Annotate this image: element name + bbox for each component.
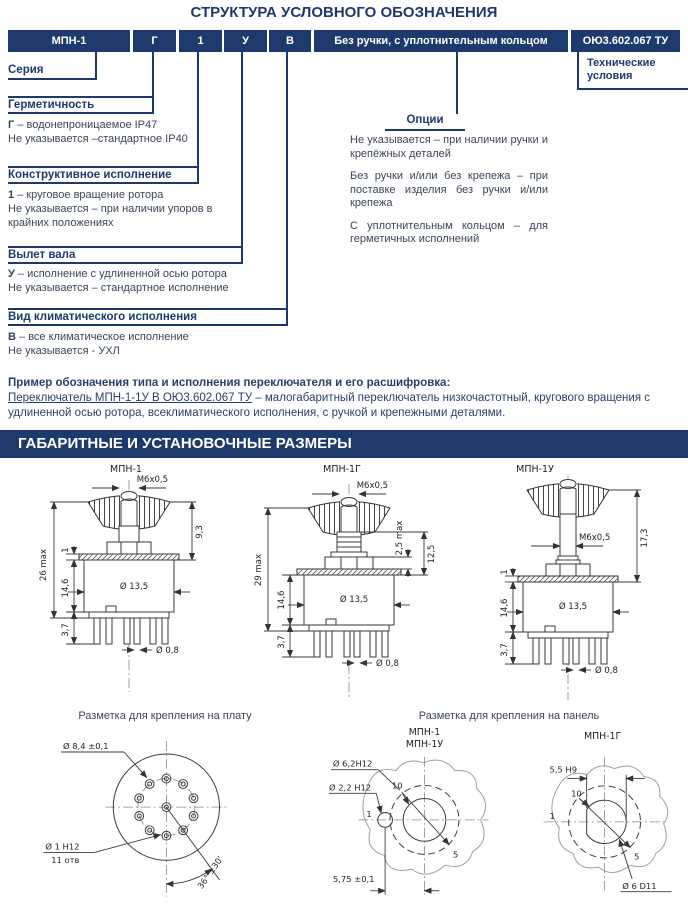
drawing-mpn1g bbox=[242, 460, 455, 706]
drawing-mpn1g-title: МПН-1Г bbox=[322, 464, 361, 475]
mpn1-dim-26max: 26 max bbox=[39, 548, 49, 582]
mpn1-dim-146: 14,6 bbox=[61, 578, 71, 598]
mpn1g-body-graphic bbox=[297, 498, 401, 658]
drawing-mpn1u bbox=[461, 460, 674, 706]
panel-b-dia-6d11: Ø 6 D11 bbox=[622, 880, 657, 891]
mounting-captions bbox=[0, 710, 688, 722]
plate-holes-count: 11 отв bbox=[51, 855, 80, 866]
plate-angle: 36° ±30' bbox=[195, 854, 226, 891]
series-label-block bbox=[8, 52, 97, 80]
dimensions-section-title: ГАБАРИТНЫЕ И УСТАНОВОЧНЫЕ РАЗМЕРЫ bbox=[18, 435, 352, 452]
drawing-mpn1-title: МПН-1 bbox=[110, 464, 142, 475]
drawing-plate-mount bbox=[4, 722, 329, 907]
panel-b-dim-55: 5,5 Н9 bbox=[549, 764, 577, 775]
mpn1-dim-1: 1 bbox=[61, 547, 71, 553]
mpn1-body-graphic bbox=[79, 492, 179, 645]
mpn1u-thread-label: M6x0,5 bbox=[579, 533, 611, 543]
panel-a-title1: МПН-1 bbox=[408, 727, 440, 739]
construct-text: 1 – круговое вращение ротора Не указывается – при наличии упоров в крайних положениях bbox=[8, 189, 213, 229]
options-label-block bbox=[385, 114, 465, 131]
construct-label: Конструктивное исполнение bbox=[8, 169, 172, 181]
tu-label: Технические условия bbox=[587, 57, 656, 82]
mpn1u-dim-37: 3,7 bbox=[500, 643, 510, 657]
code-cell-shaft: У bbox=[224, 30, 267, 52]
panel-b-title: МПН-1Г bbox=[583, 731, 621, 743]
panel-a-num-1: 1 bbox=[366, 808, 372, 819]
drawing-panel-mpn1 bbox=[329, 722, 516, 904]
shaft-label-block bbox=[8, 246, 243, 264]
panel-a-graphic bbox=[358, 757, 488, 895]
mpn1-dim-37: 3,7 bbox=[61, 623, 71, 637]
mounting-drawings-row bbox=[0, 722, 688, 907]
panel-caption: Разметка для крепления на панель bbox=[418, 710, 600, 722]
panel-a-dia-22: Ø 2,2 Н12 bbox=[328, 782, 371, 793]
panel-a-labels bbox=[329, 759, 458, 895]
mpn1g-thread-label: M6x0,5 bbox=[356, 481, 388, 491]
code-cell-options: Без ручки, с уплотнительным кольцом bbox=[314, 30, 568, 52]
panel-a-dia-62: Ø 6,2Н12 bbox=[332, 758, 373, 769]
panel-b-num-5: 5 bbox=[633, 851, 640, 862]
example-text: Переключатель МПН-1-1У В ОЮ3.602.067 ТУ – малогабаритный переключатель низкочастотный, кругового вращения с удлиненной осью ротора, всеклиматического исполнения, с ручкой и крепежными деталями. bbox=[8, 392, 650, 419]
climate-label-block bbox=[8, 308, 288, 326]
designation-example bbox=[0, 372, 688, 421]
mpn1g-dim-37: 3,7 bbox=[276, 635, 287, 649]
tu-label-block bbox=[577, 52, 688, 90]
mpn1-thread-label: M6x0,5 bbox=[136, 475, 168, 485]
climate-label: Вид климатического исполнения bbox=[8, 311, 197, 323]
mpn1g-dim-146: 14,6 bbox=[276, 590, 287, 610]
mpn1g-dia-135: Ø 13,5 bbox=[339, 595, 368, 605]
code-cell-climate: В bbox=[269, 30, 311, 52]
designation-structure-section bbox=[0, 0, 688, 372]
mpn1-dim-93: 9,3 bbox=[195, 525, 205, 539]
panel-b-graphic bbox=[543, 757, 667, 893]
climate-text: В – все климатическое исполнение Не указывается - УХЛ bbox=[8, 331, 189, 357]
panel-b-num-1: 1 bbox=[549, 810, 555, 821]
mpn1g-thread-dim bbox=[312, 481, 388, 494]
mpn1u-dim-146: 14,6 bbox=[500, 598, 510, 618]
mpn1u-dim-1: 1 bbox=[500, 569, 510, 575]
mpn1-dia-08: Ø 0,8 bbox=[156, 646, 179, 656]
panel-a-num-10: 10 bbox=[391, 780, 403, 791]
panel-a-dim-575: 5,75 ±0,1 bbox=[332, 873, 375, 884]
series-label: Серия bbox=[8, 64, 44, 76]
plate-dia-84: Ø 8,4 ±0,1 bbox=[63, 741, 109, 752]
panel-a-num-5: 5 bbox=[452, 849, 459, 860]
mpn1g-dia-08: Ø 0,8 bbox=[375, 659, 399, 669]
mpn1g-dim-25max: 2,5 max bbox=[394, 520, 405, 556]
code-cell-tu: ОЮ3.602.067 ТУ bbox=[571, 30, 680, 52]
panel-b-num-10: 10 bbox=[570, 788, 582, 799]
hermetic-label-block bbox=[8, 96, 154, 114]
connector-shaft bbox=[241, 52, 243, 246]
shaft-label: Вылет вала bbox=[8, 249, 76, 261]
connector-options bbox=[456, 52, 458, 114]
page-title: СТРУКТУРА УСЛОВНОГО ОБОЗНАЧЕНИЯ bbox=[190, 4, 498, 21]
hermetic-text: Г – водонепроницаемое IP47 Не указывается –стандартное IP40 bbox=[8, 119, 188, 145]
mpn1u-body-graphic bbox=[518, 480, 618, 665]
drawing-mpn1u-title: МПН-1У bbox=[516, 464, 554, 475]
example-designation: Переключатель МПН-1-1У В ОЮ3.602.067 ТУ bbox=[8, 392, 253, 404]
switch-drawings-row bbox=[0, 458, 688, 706]
options-text: Не указывается – при наличии ручки и крепёжных деталей Без ручки и/или без крепежа – при поставке изделия без ручки и/или крепежа С уплотнительным кольцом – для герметичных исполнений bbox=[350, 134, 548, 245]
construct-label-block bbox=[8, 166, 199, 184]
mpn1-thread-dim bbox=[92, 475, 168, 488]
drawing-mpn1 bbox=[22, 460, 235, 706]
code-cell-series: МПН-1 bbox=[8, 30, 130, 52]
hermetic-label: Герметичность bbox=[8, 99, 95, 111]
code-cell-hermetic: Г bbox=[133, 30, 176, 52]
plate-caption: Разметка для крепления на плату bbox=[78, 710, 252, 722]
mpn1g-dim-125: 12,5 bbox=[426, 544, 437, 564]
plate-dia-1h12: Ø 1 Н12 bbox=[45, 841, 80, 852]
options-label: Опции bbox=[406, 114, 444, 126]
mpn1u-dim-173: 17,3 bbox=[640, 528, 650, 548]
shaft-text: У – исполнение с удлиненной осью ротора Не указывается – стандартное исполнение bbox=[8, 268, 229, 294]
connector-construct bbox=[197, 52, 199, 166]
panel-a-title2: МПН-1У bbox=[405, 739, 443, 751]
mpn1u-dia-08: Ø 0,8 bbox=[595, 666, 618, 676]
mpn1-dia-135: Ø 13,5 bbox=[119, 582, 149, 592]
drawing-panel-mpn1g bbox=[516, 722, 688, 904]
code-cell-construct: 1 bbox=[179, 30, 222, 52]
connector-hermetic bbox=[152, 52, 154, 96]
mpn1g-dim-29max: 29 max bbox=[253, 553, 264, 587]
connector-climate bbox=[286, 52, 288, 308]
mpn1u-dia-135: Ø 13,5 bbox=[558, 602, 588, 612]
example-heading: Пример обозначения типа и исполнения переключателя и его расшифровка: bbox=[8, 377, 451, 389]
dimensions-section-bar bbox=[0, 430, 688, 458]
